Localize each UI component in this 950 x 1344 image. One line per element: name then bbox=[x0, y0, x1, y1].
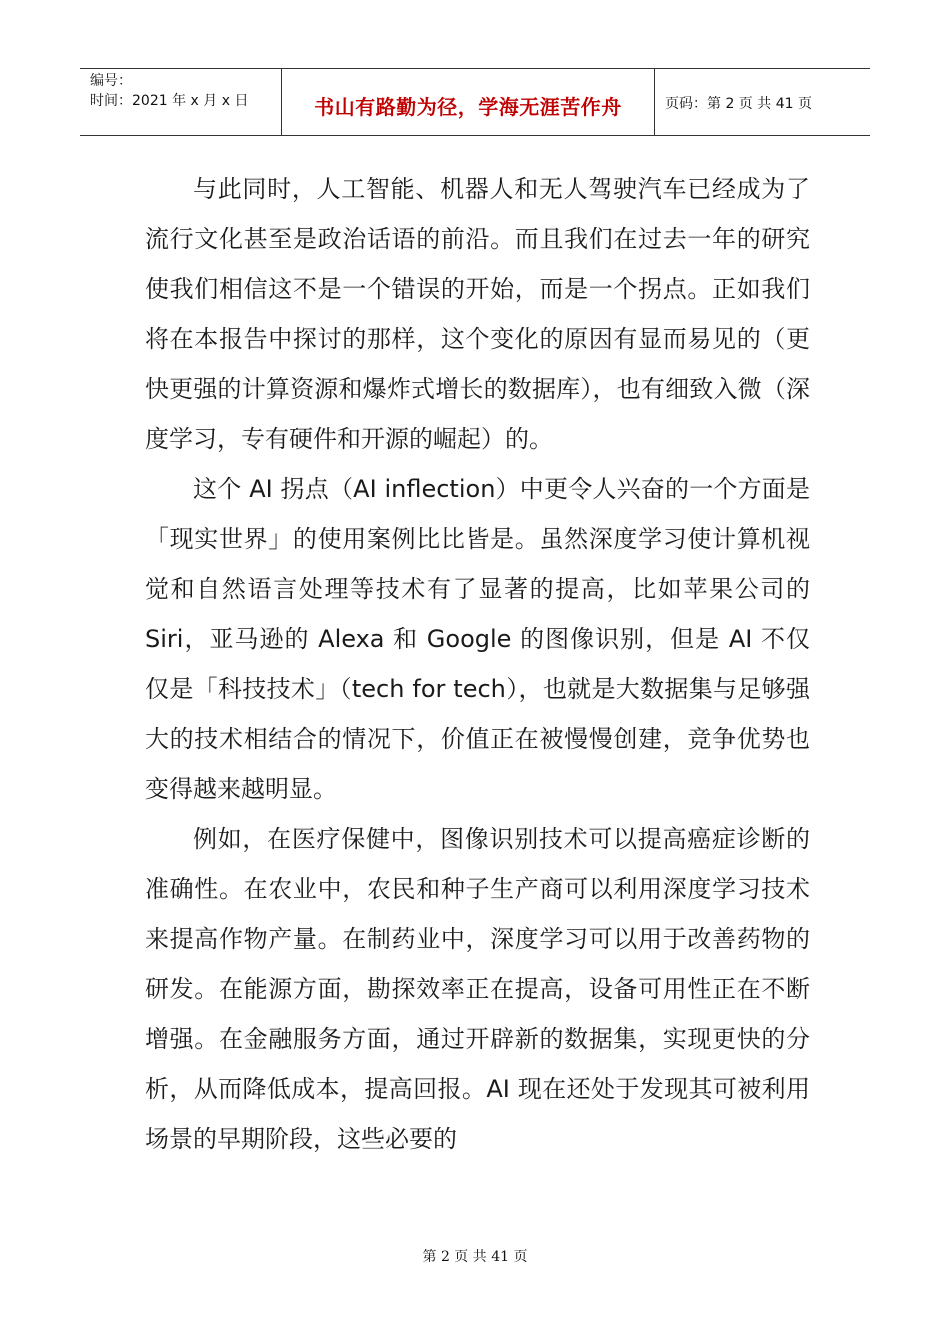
document-body bbox=[145, 164, 810, 1164]
header-page-info: 页码：第 2 页 共 41 页 bbox=[665, 96, 812, 112]
document-number-label: 编号： bbox=[90, 73, 132, 89]
body-paragraph: 这个 AI 拐点（AI inflection）中更令人兴奋的一个方面是「现实世界」的使用案例比比皆是。虽然深度学习使计算机视觉和自然语言处理等技术有了显著的提高，比如苹果公司的 Siri，亚马逊的 Alexa 和 Google 的图像识别，但是 AI 不仅仅是「科技技术」（tech for tech），也就是大数据集与足够强大的技术相结合的情况下，价值正在被慢慢创建，竞争优势也变得越来越明显。 bbox=[145, 475, 810, 803]
body-paragraph: 例如，在医疗保健中，图像识别技术可以提高癌症诊断的准确性。在农业中，农民和种子生产商可以利用深度学习技术来提高作物产量。在制药业中，深度学习可以用于改善药物的研发。在能源方面，勘探效率正在提高，设备可用性正在不断增强。在金融服务方面，通过开辟新的数据集，实现更快的分析，从而降低成本，提高回报。AI 现在还处于发现其可被利用场景的早期阶段，这些必要的 bbox=[145, 825, 810, 1153]
header-meta-cell bbox=[80, 69, 282, 135]
document-date-label: 时间：2021 年 x 月 x 日 bbox=[90, 93, 249, 109]
page-footer: 第 2 页 共 41 页 bbox=[422, 1249, 528, 1265]
header-motto-cell bbox=[282, 69, 655, 135]
body-paragraph: 与此同时，人工智能、机器人和无人驾驶汽车已经成为了流行文化甚至是政治话语的前沿。而且我们在过去一年的研究使我们相信这不是一个错误的开始，而是一个拐点。正如我们将在本报告中探讨的那样，这个变化的原因有显而易见的（更快更强的计算资源和爆炸式增长的数据库），也有细致入微（深度学习，专有硬件和开源的崛起）的。 bbox=[145, 175, 810, 453]
page-header bbox=[80, 68, 870, 136]
header-motto: 书山有路勤为径，学海无涯苦作舟 bbox=[314, 95, 622, 119]
header-page-cell bbox=[655, 69, 870, 135]
